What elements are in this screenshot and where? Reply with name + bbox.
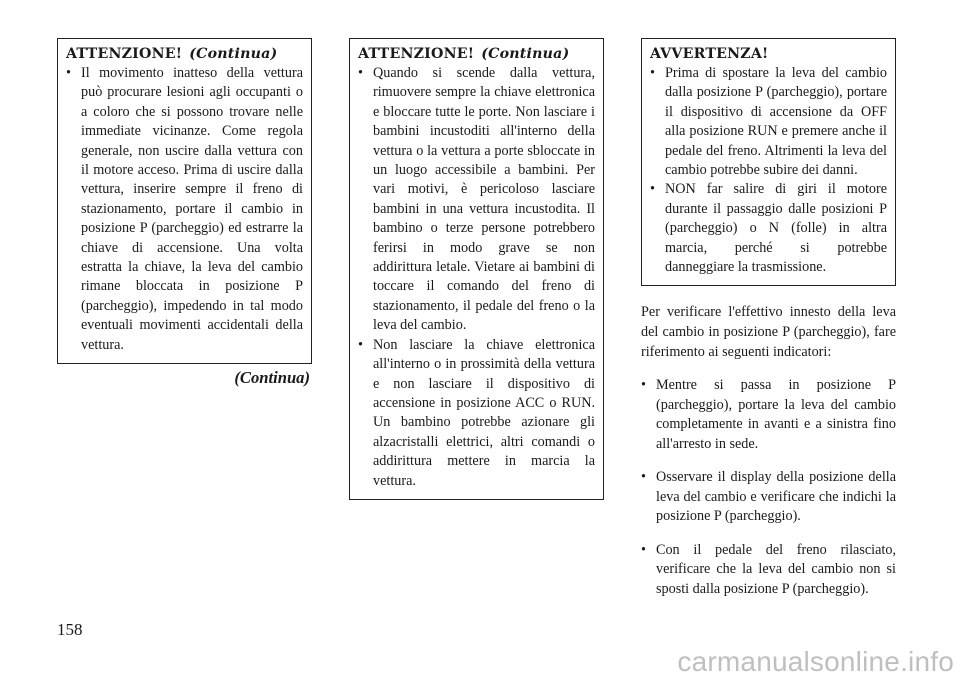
warning-title: ATTENZIONE! [358,46,475,62]
warning-box-1 [57,38,312,364]
caution-heading: AVVERTENZA! [650,46,769,62]
warning-heading [66,45,303,64]
continued-label: (Continua) [234,368,310,388]
caution-box [641,38,896,286]
bullet-icon: • [66,65,71,81]
warning-list [66,64,303,355]
list-item: • Non lasciare la chiave elettronica all'interno o in prossimità della vettura e non lasciare il dispositivo di accensione in posizione ACC o RUN. Un bambino potrebbe azionare gli alzacristalli elettrici, altri comandi o addirittura mettere in marcia la vettura. [358,336,595,489]
bullet-icon: • [641,541,646,558]
page-number: 158 [57,620,83,639]
list-item: • Prima di spostare la leva del cambio dalla posizione P (parcheggio), portare il dispositivo di accensione da OFF alla posizione RUN e premere anche il pedale del freno. Altrimenti la leva del cambio potrebbe subire dei danni. [650,65,887,179]
bullet-icon: • [641,377,646,394]
caution-list [650,64,887,277]
watermark: carmanualsonline.info [677,646,954,677]
bullet-icon: • [358,65,363,81]
warning-heading [358,45,595,64]
warning-title: ATTENZIONE! [66,46,183,62]
indicator-list [641,376,896,599]
warning-continued-label: (Continua) [189,46,278,62]
bullet-icon: • [650,181,655,198]
warning-list [358,64,595,491]
list-item: • Il movimento inatteso della vettura può procurare lesioni agli occupanti o a coloro che si possono trovare nelle immediate vicinanze. Come regola generale, non uscire dalla vettura con il motore acceso. Prima di uscire dalla vettura, inserire sempre il freno di stazionamento, portare il cambio in posizione P (parcheggio) ed estrarre la chiave di accensione. Una volta estratta la chiave, la leva del cambio rimane bloccata in posizione P (parcheggio), impedendo in tal modo eventuali movimenti accidentali della vettura. [66,65,303,353]
list-item: • Osservare il display della posizione della leva del cambio e verificare che indichi la posizione P (parcheggio). [641,469,896,525]
column-3 [641,38,896,599]
list-item: • Con il pedale del freno rilasciato, verificare che la leva del cambio non si sposti dalla posizione P (parcheggio). [641,541,896,597]
list-item: • Mentre si passa in posizione P (parcheggio), portare la leva del cambio completamente in avanti e a sinistra fino all'arresto in sede. [641,377,896,452]
column-1 [57,38,312,388]
warning-continued-label: (Continua) [481,46,570,62]
warning-box-2 [349,38,604,500]
bullet-icon: • [650,65,655,81]
body-paragraph: Per verificare l'effettivo innesto della leva del cambio in posizione P (parcheggio), fare riferimento ai seguenti indicatori: [641,304,896,361]
bullet-icon: • [358,336,363,353]
column-2 [349,38,604,500]
bullet-icon: • [641,469,646,486]
list-item: • Quando si scende dalla vettura, rimuovere sempre la chiave elettronica e bloccare tutte le porte. Non lasciare i bambini incustoditi all'interno della vettura o la vettura a porte sbloccate in un luogo accessibile a bambini. Per vari motivi, è pericoloso lasciare bambini in una vettura incustodita. Il bambino o terze persone potrebbero ferirsi in modo grave se non addirittura letale. Vietare ai bambini di toccare il comando del freno di stazionamento, il pedale del freno o la leva del cambio. [358,65,595,334]
list-item: • NON far salire di giri il motore durante il passaggio dalle posizioni P (parcheggio) o N (folle) in altra marcia, perché si potrebbe danneggiare la trasmissione. [650,181,887,276]
